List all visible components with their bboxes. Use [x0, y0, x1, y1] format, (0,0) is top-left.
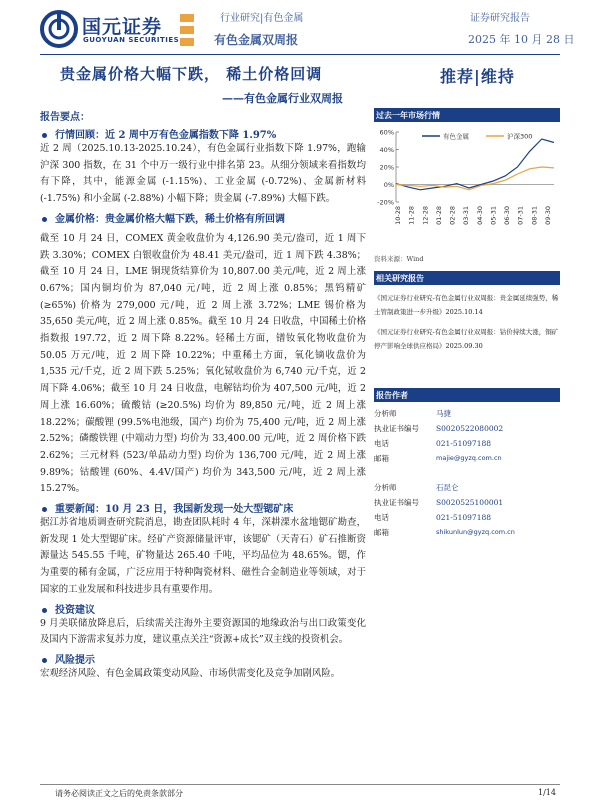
section-heading	[40, 210, 366, 225]
logo-stripes-icon	[180, 14, 198, 50]
author-card	[374, 480, 560, 540]
section-heading	[40, 601, 366, 616]
legend-label: 沪深300	[507, 132, 533, 141]
header-report-type: 证券研究报告	[470, 13, 530, 24]
footer-disclaimer: 请务必阅读正文之后的免责条款部分	[55, 789, 183, 798]
analyst-label: 分析师	[374, 409, 397, 418]
related-report[interactable]: 《国元证券行业研究-有色金属行业双周报：钴价持续大涨，铜矿停产影响全球供应格局》2025.09.30	[374, 328, 559, 350]
y-tick-label: -20%	[377, 198, 394, 207]
phone-label: 电话	[374, 513, 389, 522]
chart-source: 资料来源：Wind	[374, 255, 424, 263]
highlights-heading: 报告要点：	[40, 112, 90, 123]
email-label: 邮箱	[374, 528, 389, 537]
logo-chinese-name: 国元证券	[82, 16, 163, 38]
cert-number: S0020522080002	[436, 424, 504, 433]
header-date: 2025 年 10 月 28 日	[468, 33, 575, 46]
section-text: 截至 10 月 24 日，COMEX 黄金收盘价为 4,126.90 美元/盎司，近 1 周下跌 3.30%；COMEX 白银收盘价为 48.41 美元/盎司，近 1 周下跌 4.38%；截至 10 月 24 日，LME 铜现货结算价为 10,807.00 美元/吨，近 2 周上涨 0.67%；国内铜均价为 87,040 元/吨，近 2 周上涨 0.85%；黑钨精矿 (≥65%) 价格为 279,000 元/吨，近 2 周上涨 3.72%；LME 锡价格为 35,650 美元/吨，近 2 周上涨 0.85%。截至 10 月 24 日收盘，中国稀土价格指数报 197.72，近 2 周下降 8.22%。轻稀土方面，镨钕氧化物收盘价为 50.05 万元/吨，近 2 周下降 10.22%；中重稀土方面，氧化镝收盘价为 1,535 元/千克，近 2 周下跌 5.25%；氧化铽收盘价为 6,740 元/千克，近 2 周下降 4.06%；截至 10 月 24 日收盘，电解钴均价为 407,500 元/吨，近 2 周上涨 16.60%；硫酸钴 (≥20.5%) 均价为 89,850 元/吨，近 2 周上涨 18.22%；碳酸锂 (99.5%电池级，国产) 均价为 75,400 元/吨，近 2 周上涨 2.52%；磷酸铁锂 (中端动力型) 均价为 33,400.00 元/吨，近 2 周价格下跌 2.62%；三元材料 (523/单晶动力型) 均价为 136,700 元/吨，近 2 周上涨 9.89%；钴酸锂 (60%、4.4V/国产) 均价为 343,500 元/吨，近 2 周上涨 15.27%。	[40, 232, 366, 495]
y-tick-label: 0%	[383, 181, 394, 189]
cert-number: S0020525100001	[436, 498, 504, 507]
section-heading	[40, 500, 366, 515]
y-tick-label: 40%	[379, 146, 394, 154]
cert-label: 执业证书编号	[374, 498, 419, 507]
cert-label: 执业证书编号	[374, 424, 419, 433]
legend-label: 有色金属	[443, 132, 469, 141]
authors-heading: 报告作者	[374, 388, 560, 402]
section-heading	[40, 651, 366, 666]
bullet-icon	[42, 658, 47, 663]
analyst-label: 分析师	[374, 483, 397, 492]
phone-number: 021-51097188	[436, 513, 492, 522]
logo-english-name: GUOYUAN SECURITIES	[83, 36, 180, 44]
main-content	[40, 108, 366, 684]
y-tick-label: 20%	[379, 163, 394, 172]
section-text: 9 月美联储放降息后，后续需关注海外主要资源国的地缘政治与出口政策变化及国内下游需求复苏力度，建议重点关注“资源+成长”双主线的投资机会。	[40, 617, 366, 646]
section-text: 近 2 周（2025.10.13-2025.10.24），有色金属行业指数下降 1.97%，跑输沪深 300 指数，在 31 个中万一级行业中排名第 23。从细分领域来看指数均有下降，其中，能源金属 (-1.15%)、工业金属 (-0.72%)、金属新材料 (-1.75%) 和小金属 (-2.88%) 小幅下降；贵金属 (-7.89%) 大幅下跌。	[40, 143, 366, 205]
chart-heading: 过去一年市场行情	[374, 108, 560, 122]
bullet-title: 金属价格：贵金属价格大幅下跌，稀土价格有所回调	[55, 213, 285, 225]
page-header	[0, 0, 600, 56]
x-tick-label: 10-28	[394, 206, 402, 225]
header-category: 行业研究|有色金属	[220, 13, 304, 24]
bullet-title: 投资建议	[55, 604, 95, 616]
section-heading	[40, 126, 366, 141]
email-label: 邮箱	[374, 454, 389, 463]
x-tick-label: 04-30	[475, 206, 484, 225]
x-tick-label: 05-31	[489, 206, 498, 225]
phone-number: 021-51097188	[436, 439, 492, 448]
bullet-title: 重要新闻：10 月 23 日，我国新发现一处大型锶矿床	[55, 504, 294, 516]
x-tick-label: 12-28	[421, 206, 430, 225]
x-tick-label: 03-31	[462, 206, 471, 225]
section-text: 宏观经济风险、有色金属政策变动风险、市场供需变化及竞争加剧风险。	[40, 667, 341, 679]
report-title: 贵金属价格大幅下跌， 稀土价格回调	[60, 65, 323, 83]
bullet-title: 行情回顾：近 2 周中万有色金属指数下降 1.97%	[55, 130, 277, 141]
x-tick-label: 01-28	[434, 206, 443, 225]
company-logo	[40, 10, 200, 50]
page-number: 1/14	[538, 788, 556, 797]
analyst-name: 马捷	[436, 409, 451, 418]
bullet-icon	[42, 507, 47, 512]
bullet-icon	[42, 608, 47, 613]
y-tick-label: 60%	[379, 128, 394, 137]
header-report-name: 有色金属双周报	[214, 33, 299, 47]
phone-label: 电话	[374, 439, 389, 448]
series-line	[396, 139, 554, 190]
authors-section	[374, 388, 560, 540]
bullet-title: 风险提示	[55, 654, 95, 666]
related-heading: 相关研究报告	[374, 271, 560, 285]
section-text: 据江苏省地质调查研究院消息，勘查团队耗时 4 年，深耕溧水盆地锶矿勘查，新发现 1 处大型锶矿床。经矿产资源储量评审，该锶矿（天青石）矿石推断资源量达 545.55 千吨，矿物量达 265.40 千吨，平均品位为 48.65%。锶，作为重要的稀有金属，广泛应用于特种陶瓷材料、磁性合金制造业等领域，对于国家的工业发展和科技进步具有重要作用。	[40, 517, 366, 595]
x-tick-label: 07-31	[516, 206, 525, 225]
x-tick-label: 09-30	[544, 206, 552, 225]
x-tick-label: 11-28	[407, 206, 416, 225]
guoyuan-logo-icon	[40, 10, 78, 48]
x-tick-label: 08-31	[530, 206, 539, 225]
bullet-icon	[42, 133, 47, 138]
email-link[interactable]: shikunlun@gyzq.com.cn	[436, 528, 515, 536]
report-rating: 推荐|维持	[440, 67, 515, 86]
author-card	[374, 406, 560, 466]
email-link[interactable]: majie@gyzq.com.cn	[436, 454, 502, 462]
header-divider	[40, 54, 560, 55]
footer-divider	[40, 784, 560, 785]
bullet-icon	[42, 217, 47, 222]
market-chart	[374, 124, 560, 246]
related-report[interactable]: 《国元证券行业研究-有色金属行业双周报：贵金属延续强势，稀土管制政策进一步升级》2025.10.14	[374, 294, 559, 316]
analyst-name: 石昆仑	[436, 483, 459, 492]
sidebar	[374, 108, 560, 537]
x-tick-label: 06-30	[503, 206, 512, 225]
report-subtitle: ——有色金属行业双周报	[222, 92, 343, 105]
x-tick-label: 02-28	[448, 206, 457, 225]
